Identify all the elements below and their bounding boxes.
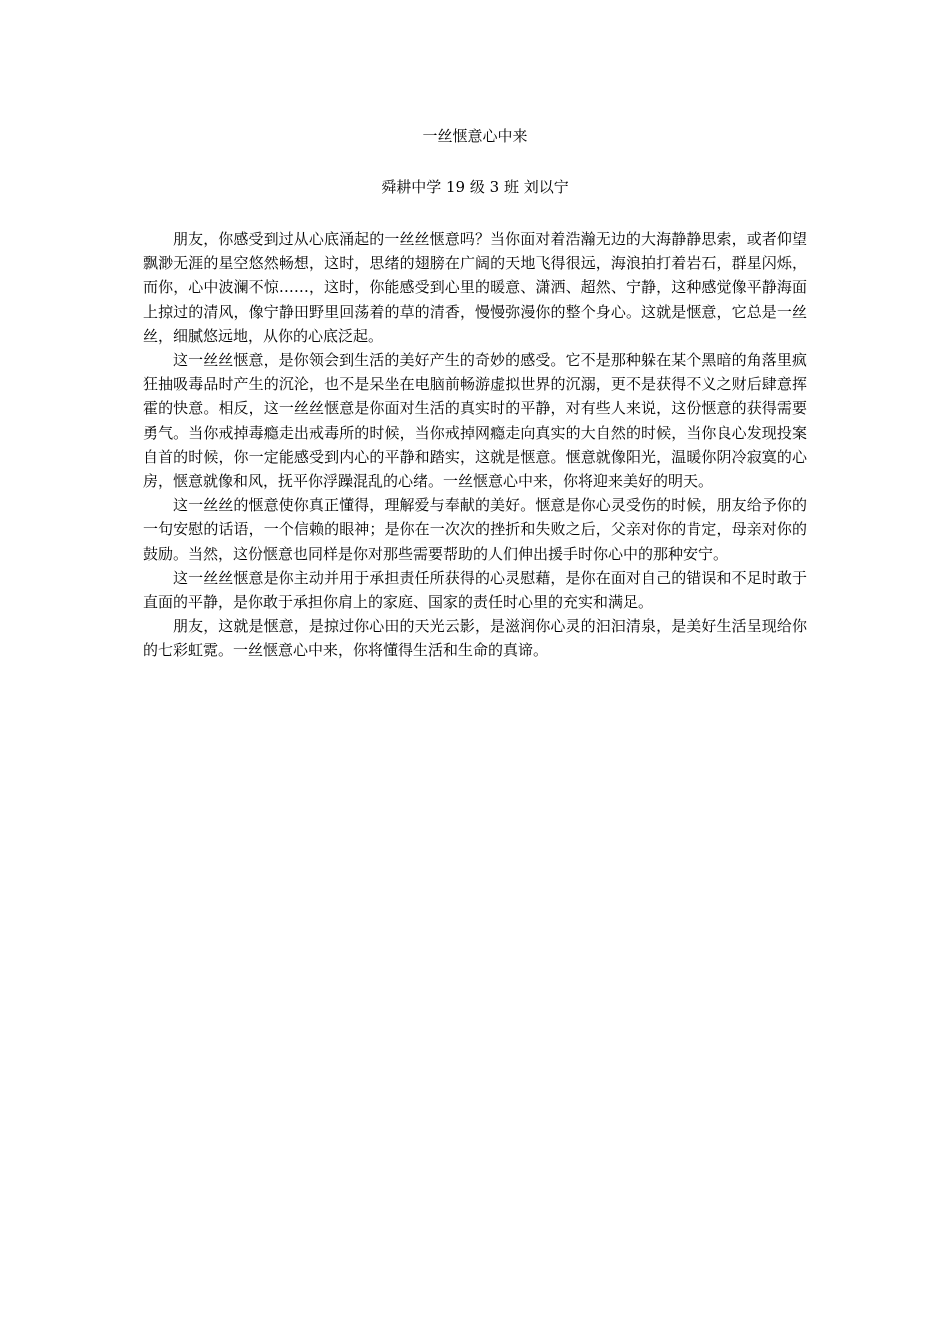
paragraph: 这一丝丝惬意是你主动并用于承担责任所获得的心灵慰藉，是你在面对自己的错误和不足时敢于直面的平静，是你敢于承担你肩上的家庭、国家的责任时心里的充实和满足。	[143, 568, 807, 612]
paragraph: 朋友，你感受到过从心底涌起的一丝丝惬意吗？当你面对着浩瀚无边的大海静静思索，或者仰望飘渺无涯的星空悠然畅想，这时，思绪的翅膀在广阔的天地飞得很远，海浪拍打着岩石，群星闪烁，而你，心中波澜不惊……，这时，你能感受到心里的暖意、潇洒、超然、宁静，这种感觉像平静海面上掠过的清风，像宁静田野里回荡着的草的清香，慢慢弥漫你的整个身心。这就是惬意，它总是一丝丝，细腻悠远地，从你的心底泛起。	[143, 230, 807, 345]
paragraph: 这一丝丝的惬意使你真正懂得，理解爱与奉献的美好。惬意是你心灵受伤的时候，朋友给予你的一句安慰的话语，一个信赖的眼神；是你在一次次的挫折和失败之后，父亲对你的肯定，母亲对你的鼓励。当然，这份惬意也同样是你对那些需要帮助的人们伸出援手时你心中的那种安宁。	[143, 496, 807, 563]
essay-body	[143, 227, 807, 663]
paragraph: 这一丝丝惬意，是你领会到生活的美好产生的奇妙的感受。它不是那种躲在某个黑暗的角落里疯狂抽吸毒品时产生的沉沦，也不是呆坐在电脑前畅游虚拟世界的沉溺，更不是获得不义之财后肆意挥霍的快意。相反，这一丝丝惬意是你面对生活的真实时的平静，对有些人来说，这份惬意的获得需要勇气。当你戒掉毒瘾走出戒毒所的时候，当你戒掉网瘾走向真实的大自然的时候，当你良心发现投案自首的时候，你一定能感受到内心的平静和踏实，这就是惬意。惬意就像阳光，温暖你阴冷寂寞的心房，惬意就像和风，抚平你浮躁混乱的心绪。一丝惬意心中来，你将迎来美好的明天。	[143, 351, 807, 491]
essay-title: 一丝惬意心中来	[422, 127, 528, 145]
author-line: 舜耕中学 19 级 3 班 刘以宁	[381, 178, 569, 196]
paragraph: 朋友，这就是惬意，是掠过你心田的天光云影，是滋润你心灵的汩汩清泉，是美好生活呈现给你的七彩虹霓。一丝惬意心中来，你将懂得生活和生命的真谛。	[143, 617, 807, 660]
